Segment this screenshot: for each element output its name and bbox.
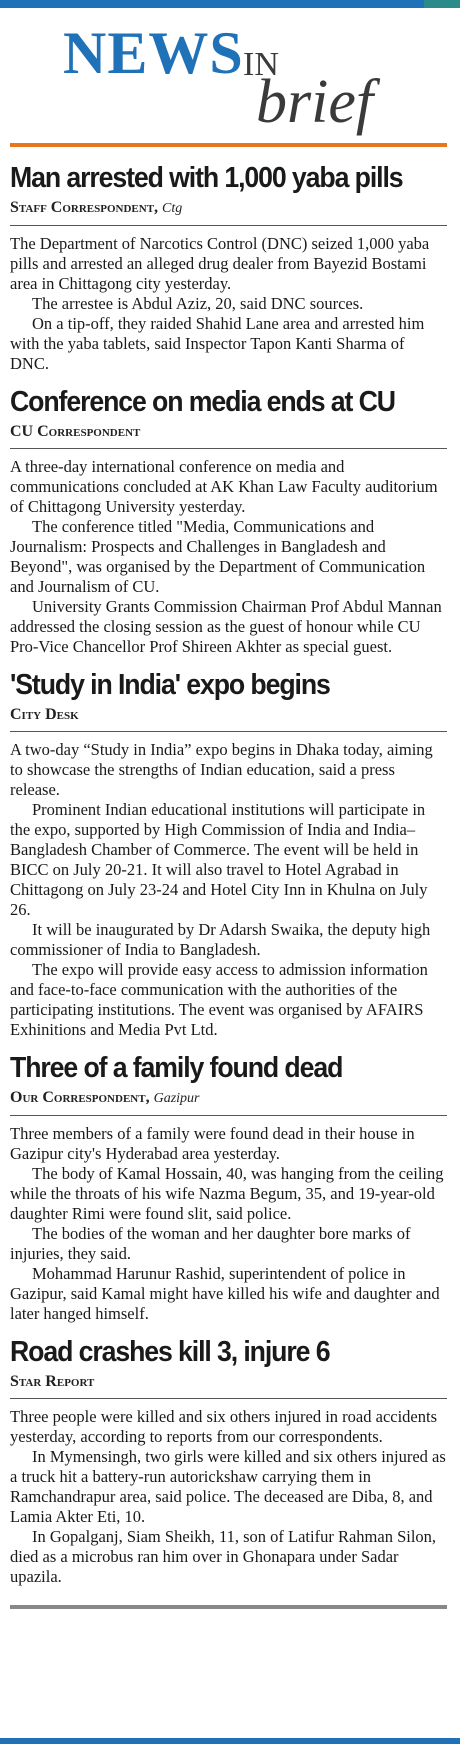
top-color-bar bbox=[0, 0, 460, 8]
end-rule bbox=[10, 1605, 447, 1609]
top-bar-blue bbox=[0, 0, 424, 8]
masthead-divider bbox=[10, 143, 447, 147]
byline-author: City Desk bbox=[10, 706, 79, 723]
article-paragraph: The body of Kamal Hossain, 40, was hanging from the ceiling while the throats of his wife Nazma Begum, 35, and 19-year-old daughter Rimi were found slit, said police. bbox=[10, 1164, 444, 1223]
article-headline: 'Study in India' expo begins bbox=[10, 669, 330, 701]
byline-place: Ctg bbox=[162, 201, 183, 216]
article-headline: Three of a family found dead bbox=[10, 1052, 343, 1084]
article-paragraph: Mohammad Harunur Rashid, superintendent of police in Gazipur, said Kamal might have killed his wife and daughter and later hanged himself. bbox=[10, 1264, 440, 1323]
byline-author: Our Correspondent, bbox=[10, 1089, 150, 1106]
article-paragraph: On a tip-off, they raided Shahid Lane area and arrested him with the yaba tablets, said Inspector Tapon Kanti Sharma of DNC. bbox=[10, 314, 425, 373]
article bbox=[10, 160, 447, 374]
article-byline bbox=[10, 198, 447, 219]
byline-rule bbox=[10, 731, 447, 732]
byline-rule bbox=[10, 1115, 447, 1116]
byline-place: Gazipur bbox=[153, 1091, 200, 1106]
article-paragraph: The bodies of the woman and her daughter bore marks of injuries, they said. bbox=[10, 1224, 411, 1263]
article-paragraph: It will be inaugurated by Dr Adarsh Swaika, the deputy high commissioner of India to Bangladesh. bbox=[10, 920, 431, 959]
byline-rule bbox=[10, 448, 447, 449]
article-byline bbox=[10, 1372, 447, 1392]
article-headline: Conference on media ends at CU bbox=[10, 386, 395, 418]
article-column bbox=[10, 160, 447, 1609]
article-paragraph: A two-day “Study in India” expo begins in Dhaka today, aiming to showcase the strengths of Indian education, said a press release. bbox=[10, 740, 433, 799]
article-paragraph: University Grants Commission Chairman Prof Abdul Mannan addressed the closing session as the guest of honour while CU Pro-Vice Chancellor Prof Shireen Akhter as special guest. bbox=[10, 597, 442, 656]
article-paragraph: Three people were killed and six others injured in road accidents yesterday, according to reports from our correspondents. bbox=[10, 1407, 438, 1446]
byline-author: CU Correspondent bbox=[10, 423, 141, 440]
byline-rule bbox=[10, 225, 447, 226]
article-headline: Road crashes kill 3, injure 6 bbox=[10, 1336, 330, 1368]
article-paragraph: Prominent Indian educational institutions will participate in the expo, supported by High Commission of India and India–Bangladesh Chamber of Commerce. The event will be held in BICC on July 20-21. It will also travel to Hotel Agrabad in Chittagong on July 23-24 and Hotel City Inn in Khulna on July 26. bbox=[10, 800, 428, 919]
article-paragraph: The arrestee is Abdul Aziz, 20, said DNC sources. bbox=[32, 294, 364, 313]
masthead-brief: brief bbox=[256, 68, 374, 136]
bottom-color-bar bbox=[0, 1738, 460, 1744]
article-paragraph: The Department of Narcotics Control (DNC) seized 1,000 yaba pills and arrested an alleged drug dealer from Bayezid Bostami area in Chittagong city yesterday. bbox=[10, 234, 430, 293]
article-paragraph: In Mymensingh, two girls were killed and six others injured as a truck hit a battery-run autorickshaw carrying them in Ramchandrapur area, said police. The deceased are Diba, 8, and Lamia Akter Eti, 10. bbox=[10, 1447, 446, 1526]
article-byline bbox=[10, 705, 447, 725]
article bbox=[10, 1334, 447, 1587]
article bbox=[10, 667, 447, 1040]
article-paragraph: Three members of a family were found dead in their house in Gazipur city's Hyderabad area yesterday. bbox=[10, 1124, 415, 1163]
article-paragraph: A three-day international conference on media and communications concluded at AK Khan Law Faculty auditorium of Chittagong University yesterday. bbox=[10, 457, 438, 516]
byline-author: Staff Correspondent, bbox=[10, 199, 159, 216]
top-bar-teal bbox=[424, 0, 460, 8]
byline-rule bbox=[10, 1398, 447, 1399]
masthead-in: IN bbox=[243, 46, 279, 83]
article bbox=[10, 1050, 447, 1324]
article bbox=[10, 384, 447, 657]
article-paragraph: In Gopalganj, Siam Sheikh, 11, son of Latifur Rahman Silon, died as a microbus ran him over in Ghonapara under Sadar upazila. bbox=[10, 1527, 437, 1586]
masthead bbox=[0, 10, 460, 148]
article-paragraph: The expo will provide easy access to admission information and face-to-face communication with the authorities of the participating institutions. The event was organised by AFAIRS Exhinitions and Media Pvt Ltd. bbox=[10, 960, 428, 1039]
article-headline: Man arrested with 1,000 yaba pills bbox=[10, 162, 403, 194]
masthead-news: NEWS bbox=[63, 20, 244, 86]
article-paragraph: The conference titled "Media, Communications and Journalism: Prospects and Challenges in Bangladesh and Beyond", was organised by the Department of Communication and Journalism of CU. bbox=[10, 517, 426, 596]
article-byline bbox=[10, 422, 447, 442]
byline-author: Star Report bbox=[10, 1373, 95, 1390]
article-byline bbox=[10, 1088, 447, 1109]
